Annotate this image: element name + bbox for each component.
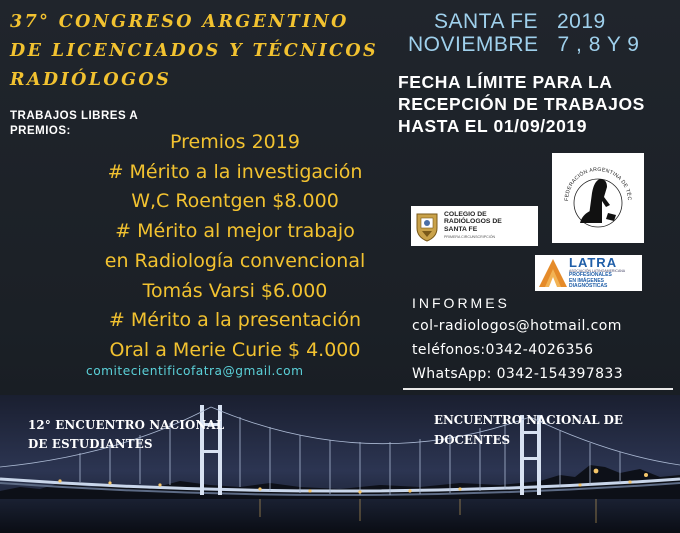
colegio-text-line: COLEGIO DE: [444, 210, 487, 218]
awards-list: [60, 128, 410, 366]
award-line: Oral a Merie Curie $ 4.000: [109, 338, 361, 361]
contact-divider: [403, 388, 673, 390]
award-line: # Mérito a la investigación: [107, 160, 363, 183]
students-meeting-line: 12° ENCUENTRO NACIONAL: [28, 418, 225, 432]
colegio-subtitle: PRIMERA CIRCUNSCRIPCIÓN: [444, 235, 496, 239]
award-line: W,C Roentgen $8.000: [131, 190, 339, 213]
free-papers-line: TRABAJOS LIBRES A: [10, 110, 139, 122]
award-line: en Radiología convencional: [104, 249, 366, 272]
colegio-logo-text: [444, 211, 502, 242]
location-text: SANTA FE 2019: [434, 10, 606, 33]
students-meeting-label: [28, 416, 238, 454]
deadline-notice: [398, 71, 680, 137]
latra-text-line: EN IMÁGENES: [569, 277, 605, 284]
colegio-logo: [411, 206, 538, 246]
federacion-arc-text: FEDERACIÓN ARGENTINA DE TÉC: [563, 166, 633, 202]
contact-info: [412, 293, 678, 385]
deadline-line: FECHA LÍMITE PARA LA: [398, 72, 613, 92]
latra-mark-icon: [537, 257, 569, 289]
latra-association: ASOCIACIÓN LATINOAMERICANA: [569, 269, 626, 274]
location-dates: [408, 10, 678, 56]
federacion-logo: [552, 153, 644, 243]
congress-title: [10, 8, 400, 95]
congress-title-line: DE LICENCIADOS Y TÉCNICOS: [10, 41, 379, 61]
deadline-line: HASTA EL 01/09/2019: [398, 116, 588, 136]
teachers-meeting-line: DOCENTES: [434, 433, 510, 447]
latra-text-line: PROFESIONALES: [569, 272, 612, 279]
scientific-committee-email[interactable]: comitecientificofatra@gmail.com: [86, 364, 304, 378]
contact-phones: teléfonos:0342-4026356: [412, 342, 594, 358]
colegio-crest-icon: [414, 210, 440, 242]
award-line: # Mérito al mejor trabajo: [115, 220, 355, 243]
teachers-meeting-label: [434, 410, 664, 450]
free-papers-line: PREMIOS:: [10, 125, 71, 137]
award-line: Tomás Varsi $6.000: [142, 279, 328, 302]
latra-logo: [535, 255, 642, 291]
contact-heading: INFORMES: [412, 295, 510, 311]
awards-title: Premios 2019: [170, 131, 300, 153]
latra-name: LATRA: [569, 255, 618, 271]
dates-text: NOVIEMBRE 7 , 8 Y 9: [408, 33, 640, 56]
congress-title-line: 37° CONGRESO ARGENTINO: [10, 12, 349, 32]
deadline-line: RECEPCIÓN DE TRABAJOS: [398, 94, 645, 114]
congress-title-line: RADIÓLOGOS: [10, 70, 172, 90]
colegio-text-line: RADIÓLOGOS DE: [444, 218, 502, 225]
colegio-text-line: SANTA FE: [444, 225, 478, 233]
latra-text-line: DIAGNÓSTICAS: [569, 283, 608, 290]
award-line: # Mérito a la presentación: [108, 309, 362, 332]
contact-email[interactable]: col-radiologos@hotmail.com: [412, 318, 622, 334]
federacion-emblem-icon: [552, 153, 644, 243]
contact-whatsapp: WhatsApp: 0342-154397833: [412, 366, 624, 382]
latra-logo-text: [569, 256, 625, 290]
students-meeting-line: DE ESTUDIANTES: [28, 437, 153, 451]
teachers-meeting-line: ENCUENTRO NACIONAL DE: [434, 413, 623, 427]
